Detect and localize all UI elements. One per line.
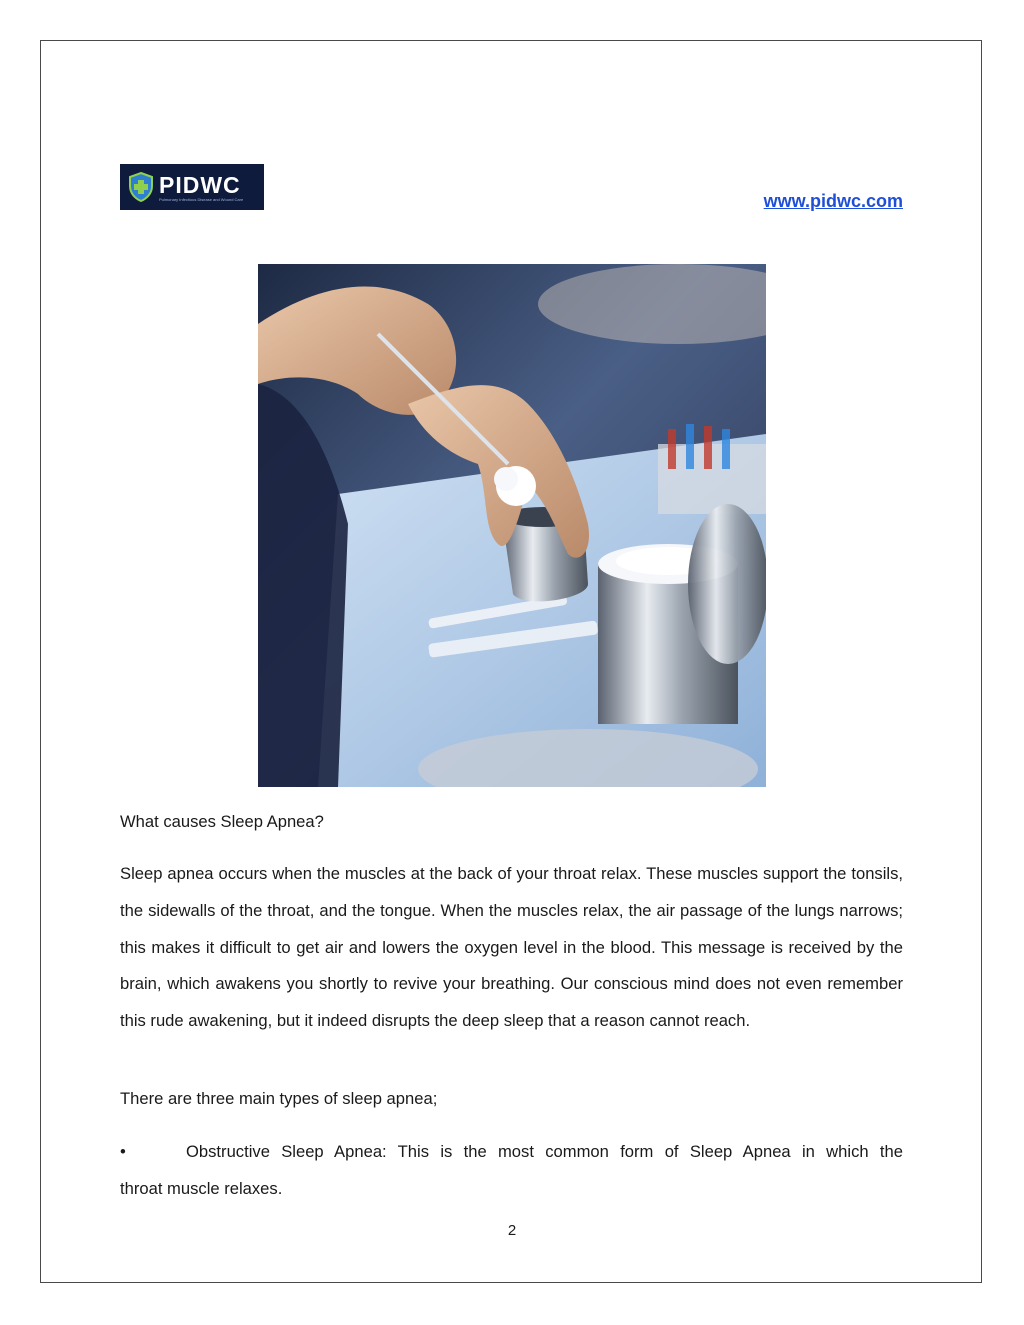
shield-cross-icon (128, 172, 154, 202)
logo-wordmark: PIDWC (159, 171, 241, 198)
medical-supplies-photo (258, 264, 766, 787)
website-link[interactable]: www.pidwc.com (763, 191, 903, 211)
types-intro: There are three main types of sleep apnea; (120, 1089, 438, 1108)
list-item (120, 1134, 903, 1208)
bullet-mark: • (120, 1142, 126, 1161)
section-heading: What causes Sleep Apnea? (120, 812, 324, 831)
body-paragraph: Sleep apnea occurs when the muscles at the back of your throat relax. These muscles support the tonsils, the sidewalls of the throat, and the tongue. When the muscles relax, the air passage of the lungs narrows; this makes it difficult to get air and lowers the oxygen level in the blood. This message is received by the brain, which awakens you shortly to revive your breathing. Our conscious mind does not even remember this rude awakening, but it indeed disrupts the deep sleep that a reason cannot reach. (120, 864, 903, 1031)
bullet-text-line-2: throat muscle relaxes. (120, 1178, 283, 1198)
logo-tagline: Pulmonary Infectious Disease and Wound Care (159, 196, 244, 202)
pidwc-logo (120, 164, 264, 210)
bullet-text-line-1: Obstructive Sleep Apnea: This is the most common form of Sleep Apnea in which the (186, 1142, 903, 1161)
bullet-first-line (120, 1134, 903, 1171)
page-number: 2 (507, 1222, 517, 1239)
